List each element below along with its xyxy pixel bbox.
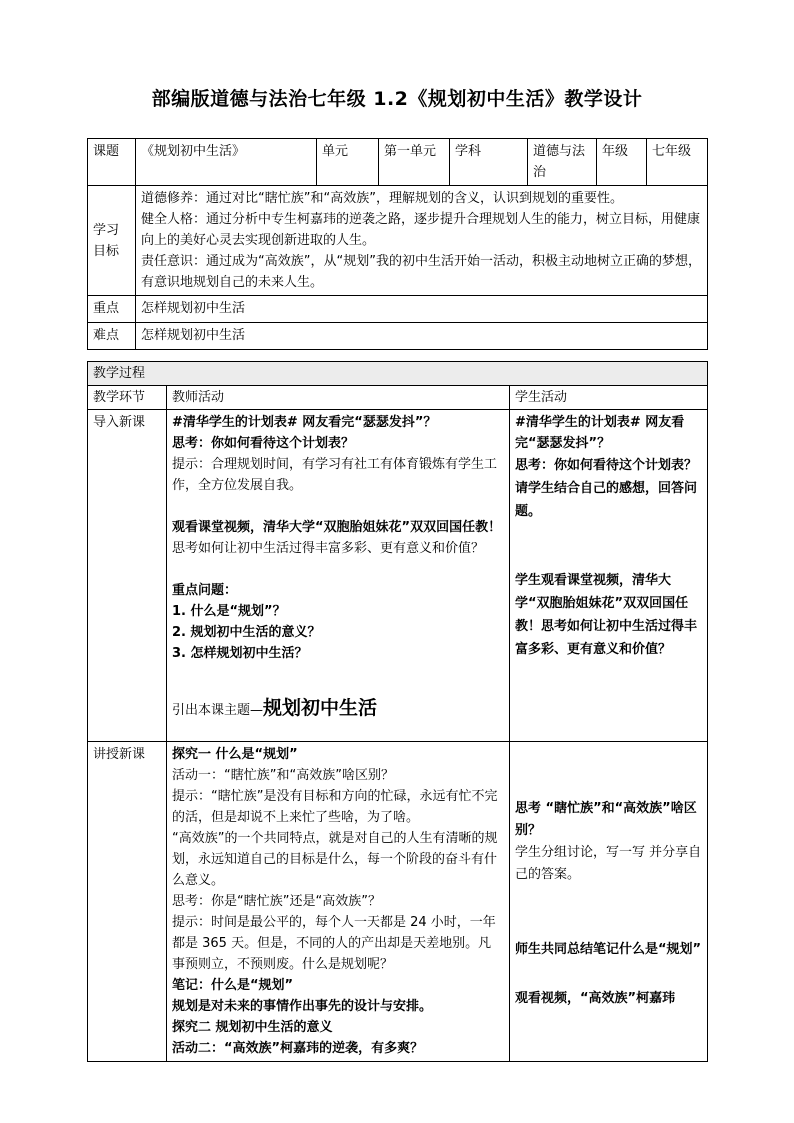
- process-columns-row: [88, 386, 708, 410]
- difficulty-value: 怎样规划初中生活: [136, 323, 708, 350]
- intro-topic-prefix: 引出本课主题—: [172, 703, 264, 718]
- info-row-key: [88, 296, 708, 323]
- info-table: [87, 138, 708, 350]
- document-title: 部编版道德与法治七年级 1.2《规划初中生活》教学设计: [151, 88, 643, 110]
- lecture-row: [88, 742, 708, 1062]
- grade-value: 七年级: [647, 139, 708, 186]
- lecture-stage: 讲授新课: [88, 742, 167, 1062]
- intro-t-line-10: [172, 698, 504, 721]
- process-header-row: [88, 362, 708, 386]
- process-table: [87, 361, 708, 1062]
- intro-s-line-2: 思考：你如何看待这个计划表？请学生结合自己的感想，回答问题。: [515, 458, 698, 519]
- subject-label: 学科: [450, 139, 528, 186]
- intro-t-line-3: 提示：合理规划时间，有学习有社工有体育锻炼有学生工作，全方位发展自我。: [172, 457, 498, 493]
- intro-row: [88, 410, 708, 742]
- lecture-student-cell: [510, 742, 708, 1062]
- lecture-t-line-4: “高效族”的一个共同特点，就是对自己的人生有清晰的规划，永远知道自己的目标是什么，每一个阶段的奋斗有什么意义。: [172, 831, 498, 888]
- lecture-t-line-1: 探究一 什么是“规划”: [172, 747, 298, 762]
- info-row-course: [88, 139, 708, 186]
- intro-t-line-8: 2. 规划初中生活的意义？: [172, 625, 321, 640]
- lecture-t-line-3: 提示：“瞎忙族”是没有目标和方向的忙碌，永远有忙不完的活，但是却说不上来忙了些啥，为了啥。: [172, 789, 498, 825]
- intro-s-line-1: #清华学生的计划表# 网友看完“瑟瑟发抖”？: [515, 415, 685, 451]
- lecture-teacher-cell: [167, 742, 510, 1062]
- unit-label: 单元: [317, 139, 379, 186]
- goals-cell: [136, 186, 708, 296]
- lecture-t-line-8: 规划是对未来的事情作出事先的设计与安排。: [172, 999, 433, 1014]
- col-stage: 教学环节: [88, 386, 167, 410]
- col-student: 学生活动: [510, 386, 708, 410]
- course-value: 《规划初中生活》: [136, 139, 317, 186]
- lecture-s-line-1: 思考 “瞎忙族”和“高效族”啥区别？: [515, 801, 697, 838]
- unit-value: 第一单元: [379, 139, 450, 186]
- intro-t-line-6: 重点问题：: [172, 583, 238, 598]
- goal-morality: 道德修养：通过对比“瞎忙族”和“高效族”，理解规划的含义，认识到规划的重要性。: [141, 191, 623, 206]
- intro-t-line-9: 3. 怎样规划初中生活？: [172, 646, 308, 661]
- info-row-goals: [88, 186, 708, 296]
- intro-t-line-7: 1. 什么是“规划”？: [172, 604, 286, 619]
- intro-stage: 导入新课: [88, 410, 167, 742]
- lecture-t-line-6: 提示：时间是最公平的，每个人一天都是 24 小时，一年都是 365 天。但是，不同的人的产出却是天差地别。凡事预则立，不预则废。什么是规划呢？: [172, 915, 496, 972]
- course-label: 课题: [88, 139, 136, 186]
- intro-teacher-cell: [167, 410, 510, 742]
- intro-t-line-4: 观看课堂视频，清华大学“双胞胎姐妹花”双双回国任教！: [172, 520, 502, 535]
- intro-t-line-1: #清华学生的计划表# 网友看完“瑟瑟发抖”？: [172, 415, 437, 430]
- subject-value: 道德与法治: [528, 139, 597, 186]
- key-label: 重点: [88, 296, 136, 323]
- info-row-difficulty: [88, 323, 708, 350]
- intro-t-line-2: 思考：你如何看待这个计划表？: [172, 436, 355, 451]
- goal-responsibility: 责任意识：通过成为“高效族”，从“规划”我的初中生活开始一活动，积极主动地树立正确的梦想，有意识地规划自己的未来人生。: [141, 254, 701, 290]
- lecture-s-line-2: 学生分组讨论，写一写 并分享自己的答案。: [515, 845, 702, 882]
- process-header: 教学过程: [88, 362, 708, 386]
- grade-label: 年级: [597, 139, 647, 186]
- intro-student-cell: [510, 410, 708, 742]
- lecture-t-line-9: 探究二 规划初中生活的意义: [172, 1020, 333, 1035]
- lecture-t-line-10: 活动二：“高效族”柯嘉玮的逆袭，有多爽？: [172, 1041, 424, 1056]
- lecture-s-line-3: 师生共同总结笔记什么是“规划”: [515, 942, 702, 957]
- intro-s-line-3: 学生观看课堂视频，清华大学“双胞胎姐妹花”双双回国任教！思考如何让初中生活过得丰富多彩、更有意义和价值？: [515, 573, 698, 657]
- lecture-t-line-7: 笔记：什么是“规划”: [172, 978, 294, 993]
- lecture-t-line-5: 思考：你是“瞎忙族”还是“高效族”？: [172, 894, 381, 909]
- goals-label: 学习目标: [88, 186, 136, 296]
- key-value: 怎样规划初中生活: [136, 296, 708, 323]
- goal-personality: 健全人格：通过分析中专生柯嘉玮的逆袭之路，逐步提升合理规划人生的能力，树立目标，用健康向上的美好心灵去实现创新进取的人生。: [141, 212, 701, 248]
- lecture-t-line-2: 活动一：“瞎忙族”和“高效族”啥区别？: [172, 768, 394, 783]
- intro-topic: 规划初中生活: [263, 697, 378, 719]
- difficulty-label: 难点: [88, 323, 136, 350]
- col-teacher: 教师活动: [167, 386, 510, 410]
- intro-t-line-5: 思考如何让初中生活过得丰富多彩、更有意义和价值？: [172, 541, 485, 556]
- lecture-s-line-4: 观看视频，“高效族”柯嘉玮: [515, 991, 676, 1006]
